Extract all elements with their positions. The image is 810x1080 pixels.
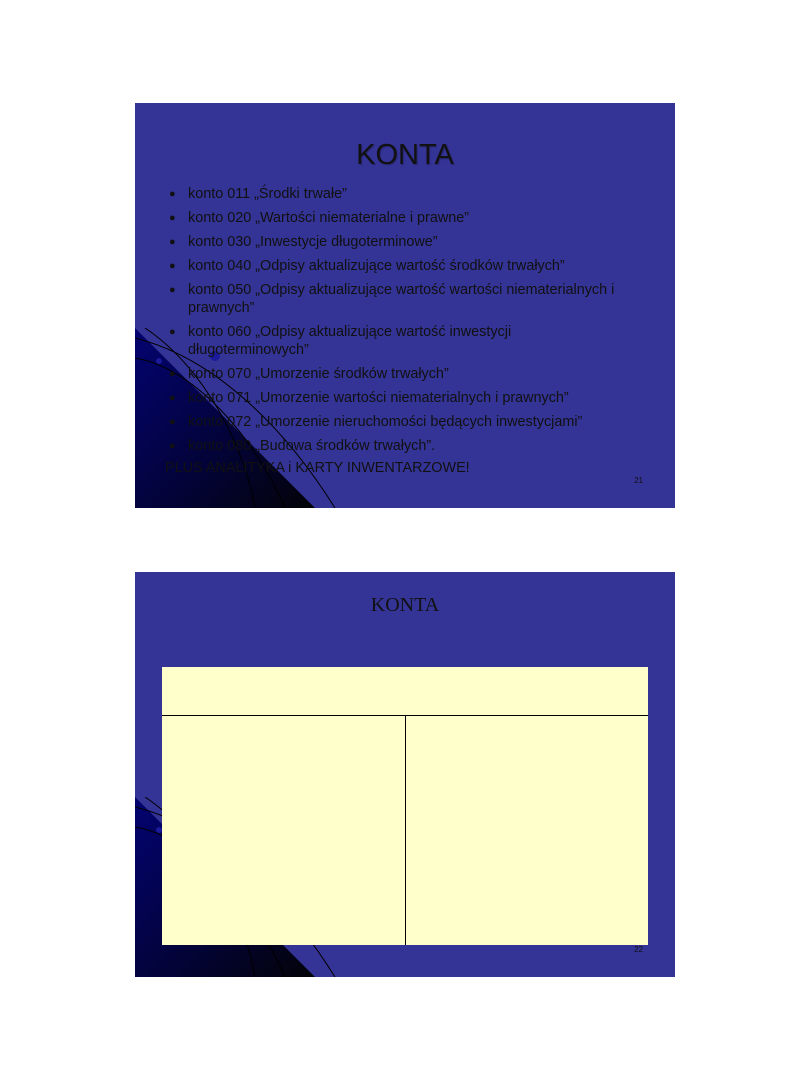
- list-item: ● konto 011 „Środki trwałe”: [165, 185, 635, 203]
- slide-title: KONTA: [356, 139, 454, 171]
- slide-22: [135, 572, 675, 977]
- list-item: ● konto 072 „Umorzenie nieruchomości będących inwestycjami”: [165, 413, 635, 431]
- slide-21: [135, 103, 675, 508]
- account-list: [165, 185, 635, 461]
- t-account-divider: [405, 715, 406, 945]
- t-account-diagram: [162, 667, 648, 945]
- page-number: 22: [634, 945, 643, 954]
- footer-note: PLUS ANALITYKA i KARTY INWENTARZOWE!: [165, 460, 470, 476]
- list-item: ● konto 030 „Inwestycje długoterminowe”: [165, 233, 635, 251]
- list-item: ● konto 071 „Umorzenie wartości niematerialnych i prawnych”: [165, 389, 635, 407]
- list-item: ● konto 070 „Umorzenie środków trwałych”: [165, 365, 635, 383]
- list-item: ● konto 060 „Odpisy aktualizujące wartość inwestycji długoterminowych”: [165, 323, 635, 359]
- list-item: ● konto 080 „Budowa środków trwałych”.: [165, 437, 635, 455]
- list-item: ● konto 020 „Wartości niematerialne i prawne”: [165, 209, 635, 227]
- list-item: ● konto 050 „Odpisy aktualizujące wartość wartości niematerialnych i prawnych”: [165, 281, 635, 317]
- list-item: ● konto 040 „Odpisy aktualizujące wartość środków trwałych”: [165, 257, 635, 275]
- slide-title: KONTA: [370, 594, 440, 616]
- page-number: 21: [634, 476, 643, 485]
- t-account-header: [162, 667, 648, 716]
